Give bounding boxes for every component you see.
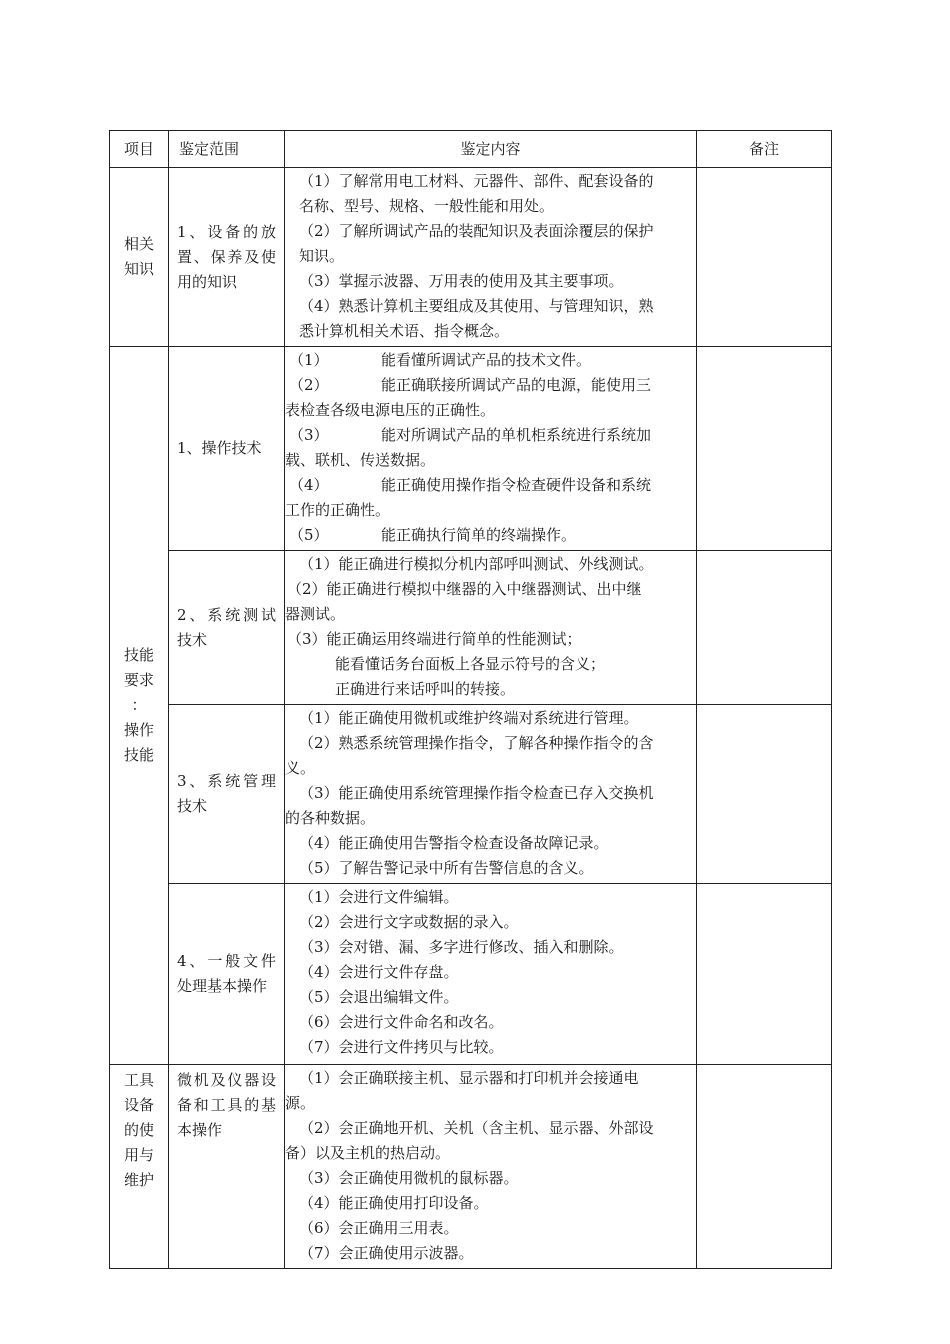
project-text: 操作 — [123, 721, 154, 739]
project-text: 知识 — [123, 260, 154, 278]
project-text: 技能 — [123, 646, 154, 664]
content-line: 义。 — [285, 759, 316, 777]
project-cell — [110, 168, 169, 347]
content-line: （1）能正确使用微机或维护终端对系统进行管理。 — [299, 709, 639, 727]
table-row — [110, 884, 832, 1065]
content-line: 悉计算机相关术语、指令概念。 — [299, 322, 510, 340]
header-row — [110, 131, 832, 168]
content-line: （2）熟悉系统管理操作指令，了解各种操作指令的含 — [299, 734, 654, 752]
content-line: （3）会对错、漏、多字进行修改、插入和删除。 — [299, 938, 624, 956]
project-cell — [110, 1065, 169, 1269]
content-line: （2） 能正确联接所调试产品的电源，能使用三 — [289, 376, 652, 394]
content-line: （5） 能正确执行简单的终端操作。 — [289, 526, 577, 544]
project-text: 要求 — [123, 671, 154, 689]
content-line: （1）会正确联接主机、显示器和打印机并会接通电 — [299, 1069, 639, 1087]
content-line: （7）会正确使用示波器。 — [299, 1244, 474, 1262]
scope-cell: 微机及仪器设备和工具的基本操作 — [169, 1065, 285, 1269]
content-line: （6）会正确用三用表。 — [299, 1219, 459, 1237]
content-line: 器测试。 — [285, 605, 346, 623]
remark-cell — [697, 168, 832, 347]
project-text: 相关 — [123, 235, 154, 253]
content-line: 名称、型号、规格、一般性能和用处。 — [299, 197, 555, 215]
content-line: （4）熟悉计算机主要组成及其使用、与管理知识，熟 — [299, 297, 654, 315]
content-line: （6）会进行文件命名和改名。 — [299, 1013, 504, 1031]
content-cell — [285, 705, 697, 884]
content-line: 的各种数据。 — [285, 809, 376, 827]
project-text: ： — [131, 696, 147, 714]
header-remark: 备注 — [697, 131, 832, 168]
content-cell — [285, 347, 697, 551]
content-line: （2）能正确进行模拟中继器的入中继器测试、出中继 — [287, 580, 642, 598]
appraisal-table — [109, 130, 832, 1269]
content-cell — [285, 551, 697, 705]
content-line: （4）能正确使用打印设备。 — [299, 1194, 489, 1212]
project-text: 技能 — [123, 746, 154, 764]
header-content: 鉴定内容 — [285, 131, 697, 168]
content-cell — [285, 884, 697, 1065]
table-row — [110, 705, 832, 884]
content-line: 备）以及主机的热启动。 — [285, 1144, 451, 1162]
content-line: （5）会退出编辑文件。 — [299, 988, 459, 1006]
content-line: （3）能正确运用终端进行简单的性能测试； — [287, 630, 582, 648]
content-line: （2）会正确地开机、关机（含主机、显示器、外部设 — [299, 1119, 654, 1137]
header-scope: 鉴定范围 — [169, 131, 285, 168]
content-line: （3）掌握示波器、万用表的使用及其主要事项。 — [299, 272, 624, 290]
content-line: （2）了解所调试产品的装配知识及表面涂覆层的保护 — [299, 222, 654, 240]
scope-cell: 4、一般文件处理基本操作 — [169, 884, 285, 1065]
content-line: （3） 能对所调试产品的单机柜系统进行系统加 — [289, 426, 652, 444]
project-text: 维护 — [123, 1171, 154, 1189]
content-line: （2）会进行文字或数据的录入。 — [299, 913, 519, 931]
content-line: 表检查各级电源电压的正确性。 — [285, 401, 496, 419]
content-line: （4） 能正确使用操作指令检查硬件设备和系统 — [289, 476, 652, 494]
project-text: 设备 — [123, 1096, 154, 1114]
content-line: （1）能正确进行模拟分机内部呼叫测试、外线测试。 — [299, 555, 654, 573]
content-line: （7）会进行文件拷贝与比较。 — [299, 1038, 504, 1056]
project-cell — [110, 347, 169, 1065]
content-cell — [285, 1065, 697, 1269]
content-line: （3）会正确使用微机的鼠标器。 — [299, 1169, 519, 1187]
table-row — [110, 551, 832, 705]
content-line: 知识。 — [299, 247, 345, 265]
project-text: 工具 — [123, 1071, 154, 1089]
content-line: 能看懂话务台面板上各显示符号的含义； — [335, 655, 606, 673]
table-row — [110, 168, 832, 347]
table-row — [110, 1065, 832, 1269]
remark-cell — [697, 347, 832, 551]
content-line: 载、联机、传送数据。 — [285, 451, 436, 469]
content-cell — [285, 168, 697, 347]
scope-cell: 2、系统测试技术 — [169, 551, 285, 705]
content-line: （5）了解告警记录中所有告警信息的含义。 — [299, 859, 594, 877]
remark-cell — [697, 705, 832, 884]
content-line: （4）会进行文件存盘。 — [299, 963, 459, 981]
remark-cell — [697, 884, 832, 1065]
scope-cell: 3、系统管理技术 — [169, 705, 285, 884]
remark-cell — [697, 551, 832, 705]
content-line: （1）会进行文件编辑。 — [299, 888, 459, 906]
scope-cell: 1、操作技术 — [169, 347, 285, 551]
remark-cell — [697, 1065, 832, 1269]
content-line: 源。 — [285, 1094, 316, 1112]
content-line: 工作的正确性。 — [285, 501, 391, 519]
project-text: 的使 — [123, 1121, 154, 1139]
header-project: 项目 — [110, 131, 169, 168]
content-line: 正确进行来话呼叫的转接。 — [335, 680, 516, 698]
content-line: （4）能正确使用告警指令检查设备故障记录。 — [299, 834, 609, 852]
content-line: （1） 能看懂所调试产品的技术文件。 — [289, 351, 592, 369]
scope-cell: 1、设备的放置、保养及使用的知识 — [169, 168, 285, 347]
project-text: 用与 — [123, 1146, 154, 1164]
content-line: （1）了解常用电工材料、元器件、部件、配套设备的 — [299, 172, 654, 190]
content-line: （3）能正确使用系统管理操作指令检查已存入交换机 — [299, 784, 654, 802]
table-row — [110, 347, 832, 551]
